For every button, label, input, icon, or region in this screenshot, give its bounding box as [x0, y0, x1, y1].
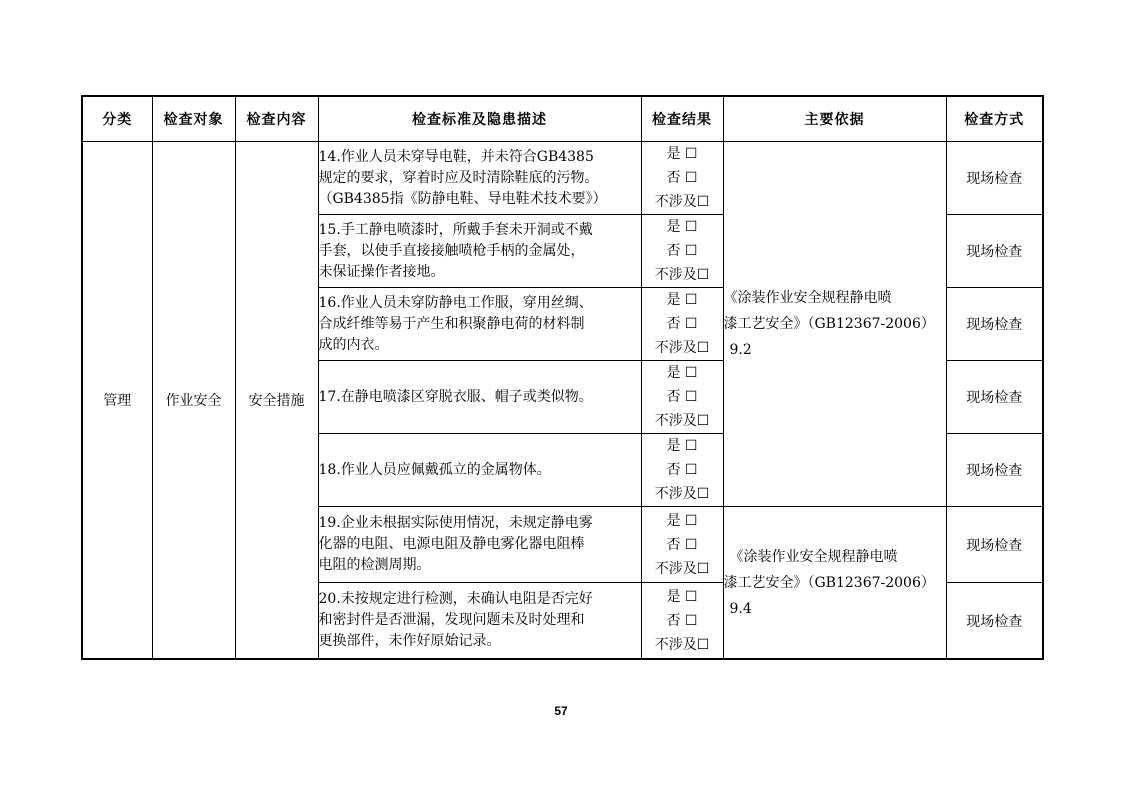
standard-cell [318, 434, 641, 507]
standard-line: （GB4385指《防静电鞋、导电鞋术技术要》） [318, 190, 607, 207]
standard-line: 未保证操作者接地。 [318, 263, 445, 280]
basis-line: 《涂装作业安全规程静电喷 [723, 290, 892, 306]
header-basis: 主要依据 [723, 96, 946, 142]
result-yes-checkbox[interactable]: 是 ☐ [666, 365, 698, 381]
page-number: 57 [554, 704, 568, 718]
standard-cell [318, 361, 641, 434]
result-na-checkbox[interactable]: 不涉及☐ [654, 340, 710, 356]
target-cell: 作业安全 [152, 142, 235, 660]
standard-line: 规定的要求，穿着时应及时清除鞋底的污物。 [318, 169, 599, 186]
result-cell [641, 583, 723, 660]
standard-line: 更换部件，未作好原始记录。 [318, 633, 501, 649]
result-na-checkbox[interactable]: 不涉及☐ [654, 267, 710, 283]
method-cell: 现场检查 [946, 434, 1043, 507]
standard-line: 19.企业未根据实际使用情况，未规定静电雾 [318, 515, 593, 531]
method-cell: 现场检查 [946, 215, 1043, 288]
content-cell: 安全措施 [235, 142, 318, 660]
result-no-checkbox[interactable]: 否 ☐ [666, 243, 698, 259]
basis-line: 漆工艺安全》（GB12367-2006） [723, 574, 935, 591]
result-na-checkbox[interactable]: 不涉及☐ [654, 560, 710, 577]
result-na-checkbox[interactable]: 不涉及☐ [654, 486, 710, 502]
standard-cell [318, 142, 641, 215]
basis-line: 9.4 [729, 600, 752, 617]
method-cell: 现场检查 [946, 583, 1043, 660]
result-yes-checkbox[interactable]: 是 ☐ [666, 219, 698, 235]
header-standard: 检查标准及隐患描述 [318, 96, 641, 142]
result-cell [641, 361, 723, 434]
standard-line: 手套，以使手直接接触喷枪手柄的金属处， [318, 242, 585, 259]
basis-line: 漆工艺安全》（GB12367-2006） [723, 316, 935, 332]
result-yes-checkbox[interactable]: 是 ☐ [666, 292, 698, 308]
standard-line: 20.未按规定进行检测，未确认电阻是否完好 [318, 591, 593, 607]
standard-cell [318, 215, 641, 288]
method-cell: 现场检查 [946, 288, 1043, 361]
header-category: 分类 [82, 96, 152, 142]
basis-line: 9.2 [729, 342, 752, 358]
standard-line: 15.手工静电喷漆时，所戴手套未开洞或不戴 [318, 221, 593, 238]
category-cell: 管理 [82, 142, 152, 660]
result-na-checkbox[interactable]: 不涉及☐ [654, 413, 710, 429]
result-cell [641, 507, 723, 583]
method-cell: 现场检查 [946, 507, 1043, 583]
standard-line: 17.在静电喷漆区穿脱衣服、帽子或类似物。 [318, 388, 593, 405]
header-target: 检查对象 [152, 96, 235, 142]
basis-cell [723, 507, 946, 660]
standard-line: 成的内衣。 [318, 336, 389, 353]
standard-cell [318, 507, 641, 583]
table-row [82, 142, 1043, 215]
result-cell [641, 434, 723, 507]
basis-line: 《涂装作业安全规程静电喷 [729, 548, 898, 565]
header-row [82, 96, 1043, 142]
standard-line: 电阻的检测周期。 [318, 557, 431, 573]
header-method: 检查方式 [946, 96, 1043, 142]
result-no-checkbox[interactable]: 否 ☐ [666, 170, 698, 186]
method-cell: 现场检查 [946, 142, 1043, 215]
standard-line: 合成纤维等易于产生和积聚静电荷的材料制 [318, 315, 585, 332]
result-na-checkbox[interactable]: 不涉及☐ [654, 194, 710, 210]
result-no-checkbox[interactable]: 否 ☐ [666, 612, 698, 629]
result-cell [641, 288, 723, 361]
result-no-checkbox[interactable]: 否 ☐ [666, 389, 698, 405]
result-no-checkbox[interactable]: 否 ☐ [666, 316, 698, 332]
standard-line: 14.作业人员未穿导电鞋，并未符合GB4385 [318, 148, 594, 165]
result-cell [641, 142, 723, 215]
result-no-checkbox[interactable]: 否 ☐ [666, 536, 698, 553]
standard-line: 化器的电阻、电源电阻及静电雾化器电阻棒 [318, 536, 585, 552]
standard-cell [318, 583, 641, 660]
result-no-checkbox[interactable]: 否 ☐ [666, 462, 698, 478]
basis-cell [723, 142, 946, 507]
standard-line: 和密封件是否泄漏，发现问题未及时处理和 [318, 612, 585, 628]
result-na-checkbox[interactable]: 不涉及☐ [654, 636, 710, 653]
header-result: 检查结果 [641, 96, 723, 142]
result-cell [641, 215, 723, 288]
method-cell: 现场检查 [946, 361, 1043, 434]
standard-line: 16.作业人员未穿防静电工作服，穿用丝绸、 [318, 294, 593, 311]
standard-cell [318, 288, 641, 361]
result-yes-checkbox[interactable]: 是 ☐ [666, 512, 698, 529]
inspection-table [81, 95, 1044, 660]
result-yes-checkbox[interactable]: 是 ☐ [666, 438, 698, 454]
standard-line: 18.作业人员应佩戴孤立的金属物体。 [318, 461, 551, 478]
header-content: 检查内容 [235, 96, 318, 142]
result-yes-checkbox[interactable]: 是 ☐ [666, 588, 698, 605]
result-yes-checkbox[interactable]: 是 ☐ [666, 146, 698, 162]
